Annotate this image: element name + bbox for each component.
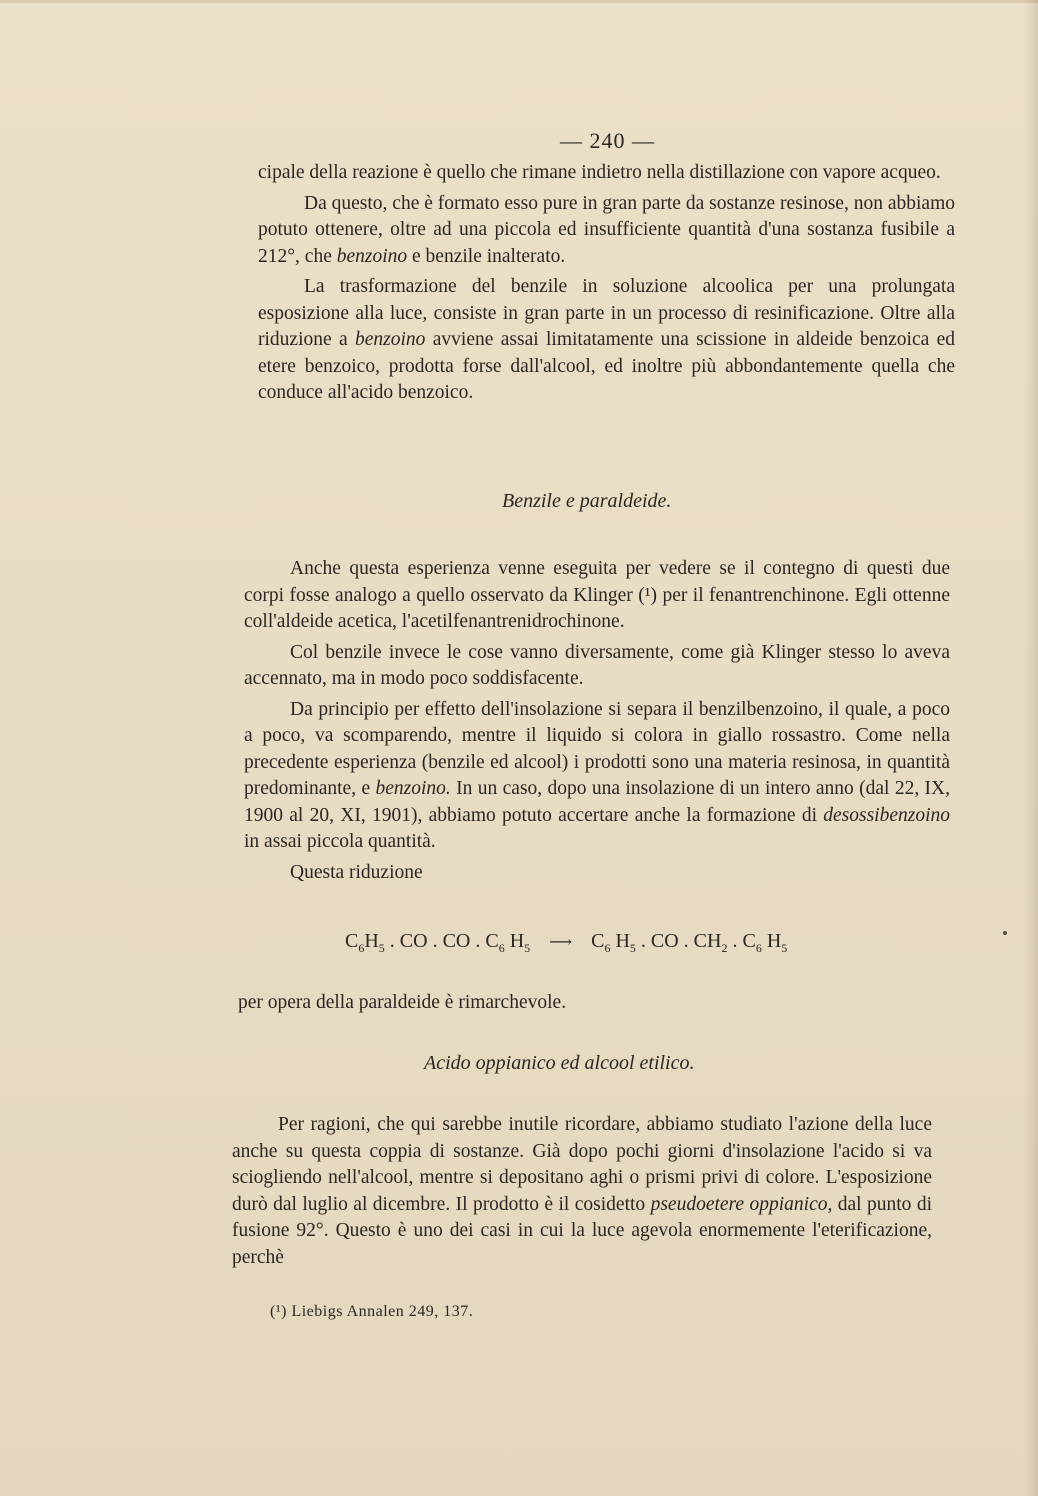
section-2-text [244, 556, 950, 886]
paraldeide-sentence [238, 990, 938, 1017]
italic-term: benzoino. [375, 778, 451, 799]
text-run: in assai piccola quantità. [244, 831, 436, 852]
italic-term: desossibenzoino [823, 804, 950, 826]
paragraph-trasformazione [258, 274, 955, 407]
italic-term: pseudoetere oppianico, [650, 1193, 833, 1215]
reaction-arrow-icon: ⟶ [549, 934, 573, 951]
text-run: avviene assai limitatamente una scissione in aldeide benzoica ed etere benzoico, prodotta forse dall'alcool, ed inoltre più abbondantemente quella che conduce all'acido benzoico. [258, 329, 956, 403]
text-run: In un caso, dopo una insolazione di un intero anno (dal 22, IX, 1900 al 20, XI, 1901), abbiamo potuto accertare anche la formazione di [244, 778, 951, 826]
paragraph-rimarchevole: per opera della paraldeide è rimarchevole. [238, 992, 567, 1013]
paragraph-klinger: Anche questa esperienza venne eseguita per vedere se il contegno di questi due corpi fosse analogo a quello osservato da Klinger (¹) per il fenantrenchinone. Egli ottenne coll'aldeide acetica, l'acetilfenantrenidrochinone. [244, 558, 950, 632]
paper-speck [1003, 931, 1007, 935]
formula-right: $C_6$ $H_5$ . CO . $CH_2$ . $C_6$ $H_5$ [591, 930, 788, 955]
italic-term: benzoino [355, 329, 426, 350]
text-run: Da questo, che è formato esso pure in gran parte da sostanze resinose, non abbiamo potuto ottenere, oltre ad una piccola ed insufficiente quantità d'una sostanza fusibile a 212°, che [258, 192, 955, 267]
top-text-block [258, 160, 955, 407]
footnote: (¹) Liebigs Annalen 249, 137. [270, 1303, 474, 1320]
paragraph-da-principio [244, 697, 950, 856]
text-run: Da principio per effetto dell'insolazione si separa il benzilbenzoino, il quale, a poco a poco, va scomparendo, mentre il liquido si colora in giallo rossastro. Come nella precedente esperienza (benzile ed alcool) i prodotti sono una materia resinosa, in quantità predominante, e [244, 698, 950, 799]
paragraph-ragioni [232, 1112, 932, 1271]
section-heading-benzile-paraldeide: Benzile e paraldeide. [502, 490, 672, 512]
paragraph-questa-riduzione: Questa riduzione [290, 861, 423, 883]
chemical-equation [345, 930, 787, 956]
text-run: e benzile inalterato. [412, 245, 566, 267]
italic-term: benzoino [336, 245, 408, 267]
formula-left: $C_6H_5$ . CO . CO . $C_6$ $H_5$ [345, 930, 531, 955]
paragraph-resinose [258, 191, 955, 271]
paragraph-continuation: cipale della reazione è quello che rimane indietro nella distillazione con vapore acqueo. [258, 162, 941, 183]
page-number: — 240 — [560, 128, 655, 153]
paragraph-col-benzile: Col benzile invece le cose vanno diversamente, come già Klinger stesso lo aveva accennato, ma in modo poco soddisfacente. [244, 641, 950, 689]
section-heading-acido-oppianico: Acido oppianico ed alcool etilico. [424, 1052, 695, 1074]
text-run: La trasformazione del benzile in soluzione alcoolica per una prolungata esposizione alla luce, consiste in gran parte in un processo di resinificazione. Oltre alla riduzione a [258, 276, 955, 350]
top-edge [0, 0, 1038, 3]
text-run: Per ragioni, che qui sarebbe inutile ricordare, abbiamo studiato l'azione della luce anche su questa coppia di sostanze. Già dopo pochi giorni d'insolazione l'acido si va sciogliendo nell'alcool, mentre si depositano aghi o prismi privi di colore. L'esposizione durò dal luglio al dicembre. Il prodotto è il cosidetto [232, 1114, 932, 1215]
page-edge-shadow [1024, 0, 1038, 1496]
section-3-text [232, 1112, 932, 1271]
text-run: dal punto di fusione 92°. Questo è uno dei casi in cui la luce agevola enormemente l'eterificazione, perchè [232, 1193, 933, 1268]
